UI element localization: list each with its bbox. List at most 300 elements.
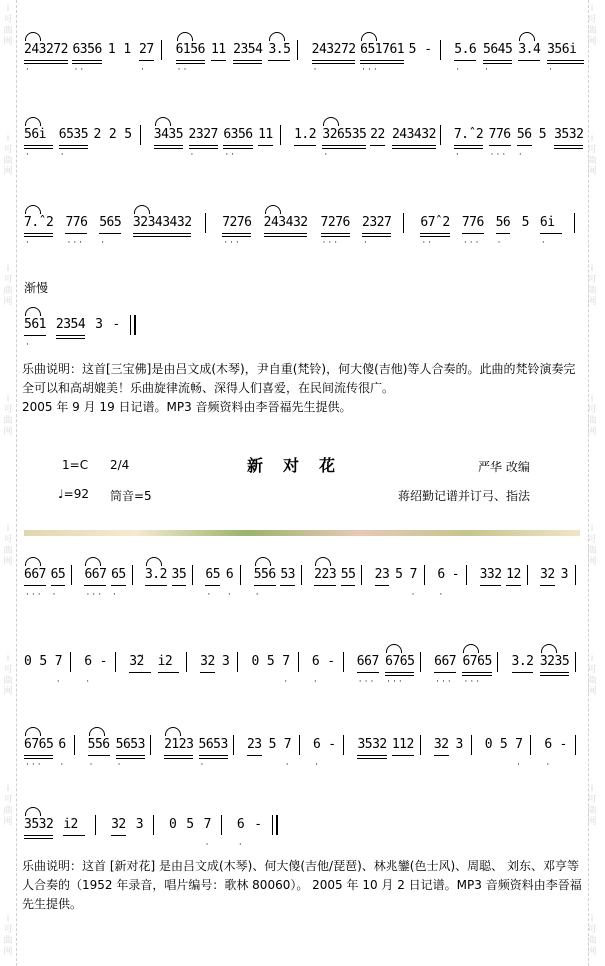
beam-line xyxy=(506,585,521,586)
note-group: 1 xyxy=(123,42,131,57)
slur-mark xyxy=(25,117,41,126)
beam-line xyxy=(540,675,569,676)
beam-line xyxy=(357,758,386,759)
beam-line xyxy=(56,338,85,339)
beam-line xyxy=(264,233,308,234)
note-group: 23 xyxy=(374,567,390,582)
score-line-3 xyxy=(24,193,580,253)
beam-line xyxy=(24,236,53,237)
slur-mark xyxy=(255,557,271,566)
slur-mark xyxy=(25,307,41,316)
beam-line xyxy=(362,233,391,234)
beam-line xyxy=(454,145,483,146)
note-group: 12 xyxy=(506,567,521,582)
beam-line xyxy=(200,672,215,673)
beam-line xyxy=(72,63,101,64)
note-group: 1.2 xyxy=(294,127,317,142)
slur-mark xyxy=(25,557,41,566)
barline xyxy=(297,40,298,60)
octave-dot: · xyxy=(517,760,523,770)
slur-mark xyxy=(89,727,105,736)
beam-line xyxy=(65,233,87,234)
beam-line xyxy=(547,60,584,61)
beam-line xyxy=(314,585,336,586)
octave-dot: · xyxy=(60,760,67,770)
note-group: 3 xyxy=(455,737,463,752)
beam-line xyxy=(385,672,414,673)
note-group: 32 xyxy=(111,817,126,832)
note-group: 3235 xyxy=(539,654,570,669)
beam-line xyxy=(24,148,53,149)
note-group: 5645 xyxy=(483,42,513,57)
barline xyxy=(221,815,222,835)
final-barline xyxy=(272,815,278,835)
barline xyxy=(343,652,344,672)
watermark-mark: i可 曲 网 xyxy=(3,524,13,567)
octave-dot: · xyxy=(255,590,262,600)
barline xyxy=(424,565,425,585)
watermark-mark: i可 曲 网 xyxy=(3,264,13,307)
beam-line xyxy=(254,585,276,586)
barline xyxy=(299,735,300,755)
octave-dot: · xyxy=(518,150,525,160)
barline xyxy=(237,652,238,672)
barline xyxy=(205,213,206,233)
beam-line xyxy=(321,236,350,237)
slur-mark xyxy=(155,117,171,126)
octave-dot: · xyxy=(546,760,553,770)
time-signature: 2/4 xyxy=(110,458,130,472)
beam-line xyxy=(554,145,583,146)
beam-line xyxy=(116,755,145,756)
slur-mark xyxy=(134,205,150,214)
note-group: - xyxy=(451,567,460,582)
note-group: 776 xyxy=(461,215,484,230)
beam-line xyxy=(233,63,262,64)
note-group: 243272 xyxy=(24,42,68,57)
piece1-note-text: 乐曲说明：这首[三宝佛]是由吕文成(木琴)，尹自重(梵铃)，何大傻(吉他)等人合奏的。此曲的梵铃演奏完全可以和高胡媲美！乐曲旋律流畅、深得人们喜爱，在民间流传很广。 xyxy=(22,362,576,395)
octave-dot: · xyxy=(227,590,234,600)
note-group: 0 xyxy=(24,654,32,669)
barline xyxy=(497,652,498,672)
beam-line xyxy=(385,675,414,676)
beam-line xyxy=(540,585,555,586)
note-group: 2354 xyxy=(55,317,86,332)
note-group: 2327 xyxy=(362,215,392,230)
octave-dot: · xyxy=(541,238,548,248)
beam-line xyxy=(434,672,456,673)
slur-mark xyxy=(541,644,557,653)
tempo-mark: 渐慢 xyxy=(24,281,49,295)
octave-dot: ··· xyxy=(436,677,454,687)
piece1-notes xyxy=(22,360,582,417)
arranger: 严华 改编 xyxy=(478,460,530,474)
note-group: 0 xyxy=(169,817,177,832)
note-group: 7 xyxy=(283,737,292,752)
note-group: 5.6 xyxy=(454,42,477,57)
note-group: 667 xyxy=(356,654,379,669)
octave-dot: · xyxy=(141,65,147,75)
note-group: i̇2 xyxy=(63,817,78,832)
slur-mark xyxy=(323,117,339,126)
note-group: 556 xyxy=(87,737,110,752)
beam-line xyxy=(59,145,88,146)
beam-line xyxy=(258,145,273,146)
note-group: 5 xyxy=(395,567,403,582)
note-group: i̇2 xyxy=(157,654,173,669)
watermark-mark: i可 曲 网 xyxy=(3,4,13,47)
note-group: 5653 xyxy=(198,737,228,752)
note-group: 356i̇ xyxy=(547,42,577,57)
barline xyxy=(530,735,531,755)
note-group: 32 xyxy=(200,654,215,669)
note-group: 53 xyxy=(280,567,295,582)
octave-dot: · xyxy=(26,65,32,75)
beam-line xyxy=(264,236,308,237)
barline xyxy=(74,735,75,755)
barline xyxy=(527,565,528,585)
octave-dot: · xyxy=(207,590,214,600)
beam-line xyxy=(322,148,366,149)
note-group: 2 xyxy=(108,127,117,142)
note-group: 243432 xyxy=(263,215,308,230)
slur-mark xyxy=(315,557,331,566)
watermark-mark: i可 曲 网 xyxy=(587,784,597,827)
beam-line xyxy=(176,60,205,61)
octave-dot: ··· xyxy=(26,760,44,770)
octave-dot: ·· xyxy=(74,65,87,75)
beam-line xyxy=(24,335,46,336)
octave-dot: · xyxy=(284,677,291,687)
note-group: 1 xyxy=(107,42,116,57)
note-group: 776 xyxy=(488,127,511,142)
octave-dot: · xyxy=(497,238,504,248)
beam-line xyxy=(154,148,183,149)
tempo: ♩=92 xyxy=(58,487,89,501)
note-group: 5 xyxy=(39,654,47,669)
barline xyxy=(420,652,421,672)
octave-dot: · xyxy=(485,65,491,75)
beam-line xyxy=(454,60,476,61)
beam-line xyxy=(294,145,316,146)
beam-line xyxy=(420,233,449,234)
barline xyxy=(440,125,441,145)
note-group: 5 xyxy=(408,42,416,57)
slur-mark xyxy=(165,727,181,736)
barline xyxy=(240,565,241,585)
beam-line xyxy=(540,233,562,234)
note-group: 32343432 xyxy=(132,215,192,230)
note-group: 565 xyxy=(99,215,122,230)
beam-line xyxy=(222,233,251,234)
octave-dot: · xyxy=(285,760,292,770)
score-line-7 xyxy=(24,715,580,775)
note-group: 55 xyxy=(340,567,356,582)
note-group: 651761 xyxy=(360,42,405,57)
note-group: 11 xyxy=(258,127,273,142)
barline xyxy=(403,213,404,233)
note-group: 65 xyxy=(205,567,221,582)
watermark-mark: i可 曲 网 xyxy=(3,784,13,827)
note-group: 3.5 xyxy=(268,42,291,57)
beam-line xyxy=(375,585,390,586)
beam-line xyxy=(280,585,295,586)
beam-line xyxy=(111,585,126,586)
octave-dot: ··· xyxy=(490,150,509,160)
barline xyxy=(70,652,71,672)
note-group: 7 xyxy=(515,737,523,752)
score-line-1 xyxy=(24,20,580,80)
slur-mark xyxy=(25,205,41,214)
slur-mark xyxy=(25,807,41,816)
barline xyxy=(298,652,299,672)
octave-dot: ··· xyxy=(224,238,242,248)
slur-mark xyxy=(146,557,162,566)
piece2-notes xyxy=(22,857,582,914)
octave-dot: · xyxy=(26,150,32,160)
barline xyxy=(132,565,133,585)
note-group: 22 xyxy=(370,127,385,142)
octave-dot: · xyxy=(56,677,63,687)
barline xyxy=(153,815,154,835)
note-group: 65 xyxy=(50,567,66,582)
watermark-mark: i可 曲 网 xyxy=(587,914,597,957)
note-group: 7.ˆ2 xyxy=(453,127,484,142)
note-group: 32 xyxy=(433,737,449,752)
slur-mark xyxy=(85,557,101,566)
octave-dot: · xyxy=(549,65,555,75)
octave-dot: · xyxy=(315,760,321,770)
octave-dot: · xyxy=(364,238,370,248)
note-group: 67ˆ2 xyxy=(420,215,450,230)
note-group: 5 xyxy=(186,817,194,832)
slur-mark xyxy=(177,32,193,41)
beam-line xyxy=(189,148,218,149)
beam-line xyxy=(392,755,414,756)
beam-line xyxy=(24,835,53,836)
note-group: 6535 xyxy=(58,127,89,142)
beam-line xyxy=(540,672,569,673)
octave-dot: ··· xyxy=(463,238,482,248)
beam-line xyxy=(360,63,404,64)
slur-mark xyxy=(25,727,41,736)
octave-dot: · xyxy=(190,150,197,160)
watermark-mark: i可 曲 网 xyxy=(587,394,597,437)
barline xyxy=(343,735,344,755)
score-line-2 xyxy=(24,105,584,165)
note-group: 6 xyxy=(225,567,234,582)
beam-line xyxy=(420,236,449,237)
note-group: 223 xyxy=(314,567,337,582)
watermark-mark: i可 曲 网 xyxy=(3,134,13,177)
note-group: 5 xyxy=(538,127,547,142)
octave-dot: ·· xyxy=(177,65,190,75)
octave-dot: · xyxy=(60,150,67,160)
beam-line xyxy=(164,758,193,759)
barline xyxy=(575,565,576,585)
beam-line xyxy=(172,585,187,586)
beam-line xyxy=(312,63,356,64)
beam-line xyxy=(189,145,218,146)
note-group: - xyxy=(327,654,335,669)
note-group: - xyxy=(559,737,567,752)
note-group: 6 xyxy=(437,567,445,582)
note-group: 0 xyxy=(251,654,259,669)
beam-line xyxy=(370,145,385,146)
beam-line xyxy=(72,60,101,61)
note-group: 112 xyxy=(391,737,414,752)
note-group: 32 xyxy=(540,567,555,582)
slur-mark xyxy=(265,205,281,214)
note-group: 3532 xyxy=(24,817,54,832)
note-group: 6i̇ xyxy=(539,215,555,230)
octave-dot: · xyxy=(238,840,245,850)
beam-line xyxy=(24,838,53,839)
beam-line xyxy=(24,63,68,64)
beam-line xyxy=(139,60,154,61)
beam-line xyxy=(462,233,484,234)
beam-line xyxy=(392,145,436,146)
beam-line xyxy=(24,233,53,234)
octave-dot: ··· xyxy=(358,677,377,687)
beam-line xyxy=(24,758,53,759)
note-group: 667 xyxy=(24,567,46,582)
note-group: 7 xyxy=(203,817,211,832)
beam-line xyxy=(483,63,512,64)
note-group: 7 xyxy=(282,654,290,669)
note-group: - xyxy=(424,42,432,57)
note-group: 5653 xyxy=(115,737,145,752)
octave-dot: · xyxy=(52,590,59,600)
beam-line xyxy=(222,236,251,237)
note-group: 243432 xyxy=(391,127,436,142)
beam-line xyxy=(322,145,366,146)
beam-line xyxy=(512,672,534,673)
note-group: 11 xyxy=(210,42,226,57)
slur-mark xyxy=(386,644,402,653)
note-group: 556 xyxy=(253,567,276,582)
final-barline xyxy=(130,315,136,335)
note-group: 6 xyxy=(236,817,245,832)
watermark-mark: i可 曲 网 xyxy=(587,134,597,177)
score-line-6 xyxy=(24,632,580,692)
key-signature: 1=C xyxy=(62,458,89,472)
note-group: - xyxy=(254,817,262,832)
note-group: 776 xyxy=(65,215,88,230)
piece2-note-text: 乐曲说明：这首 [新对花] 是由吕文成(木琴)、何大傻(吉他/琵琶)、林兆鑾(色士风)、周聪、 刘东、邓亨等人合奏的（1952 年录音，唱片编号：歌林 80060）。 2005 年 10 月 2 日记谱。MP3 音频资料由李晉福先生提供。 xyxy=(22,859,582,911)
beam-line xyxy=(392,148,436,149)
note-group: 6 xyxy=(84,654,92,669)
note-group: 7276 xyxy=(222,215,252,230)
note-group: 6156 xyxy=(175,42,205,57)
note-group: 7 xyxy=(54,654,63,669)
beam-line xyxy=(164,755,193,756)
beam-line xyxy=(205,585,220,586)
slur-mark xyxy=(361,32,377,41)
watermark-mark: i可 曲 网 xyxy=(587,654,597,697)
note-group: 7276 xyxy=(320,215,350,230)
note-group: 5 xyxy=(268,737,276,752)
beam-line xyxy=(247,755,262,756)
note-group: 6 xyxy=(544,737,552,752)
note-group: 0 xyxy=(484,737,493,752)
note-group: 3 xyxy=(560,567,568,582)
note-group: 5 xyxy=(124,127,132,142)
octave-dot: · xyxy=(439,590,446,600)
beam-line xyxy=(176,63,205,64)
beam-line xyxy=(360,60,404,61)
note-group: 3435 xyxy=(153,127,184,142)
barline xyxy=(150,735,151,755)
octave-dot: ··· xyxy=(387,677,405,687)
beam-line xyxy=(233,60,262,61)
beam-line xyxy=(357,755,386,756)
barline xyxy=(361,565,362,585)
note-group: 23 xyxy=(246,737,262,752)
note-group: 3532 xyxy=(357,737,387,752)
octave-dot: · xyxy=(200,760,207,770)
beam-line xyxy=(24,60,68,61)
beam-line xyxy=(223,145,252,146)
octave-dot: · xyxy=(313,677,320,687)
octave-dot: · xyxy=(456,65,463,75)
left-margin-line xyxy=(16,0,17,966)
score-line-4 xyxy=(24,295,580,355)
slur-mark xyxy=(269,32,285,41)
beam-line xyxy=(88,755,110,756)
note-group: 3 xyxy=(221,654,230,669)
note-group: 2354 xyxy=(233,42,263,57)
beam-line xyxy=(312,60,356,61)
octave-dot: · xyxy=(205,840,212,850)
watermark-mark: i可 曲 网 xyxy=(3,394,13,437)
watermark-mark: i可 曲 网 xyxy=(587,4,597,47)
octave-dot: · xyxy=(26,340,32,350)
octave-dot: · xyxy=(86,677,93,687)
note-group: 5 xyxy=(499,737,508,752)
barline xyxy=(440,40,441,60)
note-group: 3 xyxy=(95,317,103,332)
note-group: 7 xyxy=(409,567,417,582)
beam-line xyxy=(357,672,379,673)
octave-dot: ··· xyxy=(26,590,44,600)
note-group: 6356 xyxy=(72,42,102,57)
beam-line xyxy=(111,835,126,836)
decorative-divider xyxy=(24,530,580,536)
flute-tuning: 筒音=5 xyxy=(110,489,152,503)
barline xyxy=(186,652,187,672)
note-group: 6765 xyxy=(385,654,415,669)
barline xyxy=(192,565,193,585)
beam-line xyxy=(489,145,511,146)
watermark-mark: i可 曲 网 xyxy=(587,264,597,307)
note-group: 6 xyxy=(313,737,321,752)
octave-dot: · xyxy=(101,238,108,248)
watermark-mark: i可 曲 网 xyxy=(3,654,13,697)
octave-dot: · xyxy=(313,65,320,75)
beam-line xyxy=(63,835,85,836)
note-group: 27 xyxy=(139,42,154,57)
note-group: 332 xyxy=(479,567,502,582)
beam-line xyxy=(483,60,512,61)
beam-line xyxy=(199,755,228,756)
octave-dot: · xyxy=(113,590,119,600)
note-group: 6356 xyxy=(223,127,253,142)
beam-line xyxy=(480,585,502,586)
beam-line xyxy=(133,236,191,237)
octave-dot: ··· xyxy=(362,65,380,75)
barline xyxy=(420,735,421,755)
